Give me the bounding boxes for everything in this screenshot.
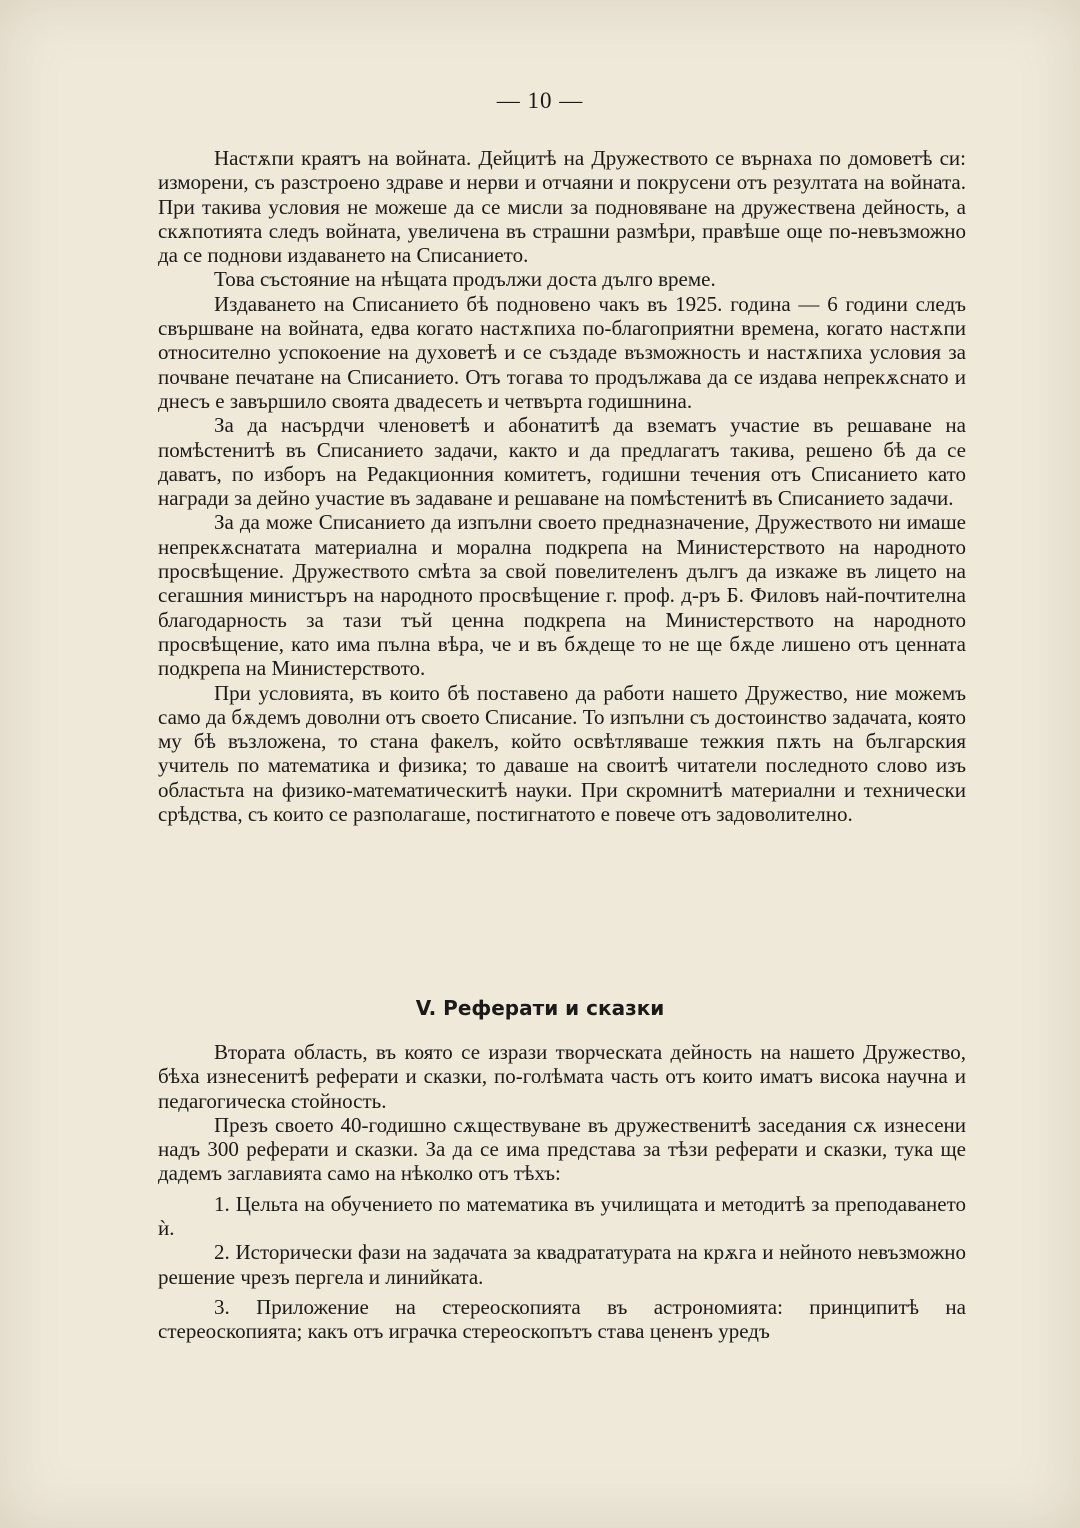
section-heading: V. Реферати и сказки (415, 996, 665, 1020)
list-item: 2. Исторически фази на задачата за квадрататурата на крѫга и нейното невъзможно решение чрезъ пергела и линийката. (158, 1240, 966, 1289)
paragraph: Настѫпи краятъ на войната. Дейцитѣ на Дружеството се върнаха по домоветѣ си: изморени, съ разстроено здраве и нерви и отчаяни и покрусени отъ резултата на войната. При такива условия не можеше да се мисли за подновяване на дружествена дейность, а скѫпотията следъ войната, увеличена въ страшни размѣри, правѣше още по-невъзможно да се поднови издаването на Списанието. (158, 146, 966, 268)
paragraph: Презъ своето 40-годишно сѫществуване въ дружественитѣ заседания сѫ изнесени надъ 300 реферати и сказки. За да се има представа за тѣзи реферати и сказки, тука ще дадемъ заглавията само на нѣколко отъ тѣхъ: (158, 1112, 966, 1186)
paragraph: Издаването на Списанието бѣ подновено чакъ въ 1925. година — 6 години следъ свършване на войната, едва когато настѫпиха по-благоприятни времена, когато настѫпи относително успокоение на духоветѣ и се създаде възможность и настѫпиха условия за почване печатане на Списанието. Отъ тогава то продължава да се издава непрекѫснато и днесъ е завършило своята двадесеть и четвърта годишнина. (158, 291, 966, 413)
paragraph: Втората область, въ която се изрази творческата дейность на нашето Дружество, бѣха изнесенитѣ реферати и сказки, по-голѣмата часть отъ които иматъ висока научна и педагогическа стойность. (158, 1040, 966, 1113)
paragraph: За да насърдчи членоветѣ и абонатитѣ да взематъ участие въ решаване на помѣстенитѣ въ Списанието задачи, както и да предлагатъ такива, решено бѣ да се даватъ, по изборъ на Редакционния комитетъ, годишни течения отъ Списанието като награди за дейно участие въ задаване и решаване на помѣстенитѣ въ Списанието задачи. (158, 413, 966, 511)
list-item: 1. Цельта на обучението по математика въ училищата и методитѣ за преподаването ѝ. (158, 1191, 966, 1241)
body-text-section-2 (158, 1040, 966, 1344)
list-item: 3. Приложение на стереоскопията въ астрономията: принципитѣ на стереоскопията; какъ отъ играчка стереоскопътъ става цененъ уредъ (158, 1294, 966, 1344)
body-text-section-1 (158, 146, 966, 826)
paragraph: Това състояние на нѣщата продължи доста дълго време. (214, 267, 716, 292)
page-number: — 10 — (496, 88, 584, 113)
paragraph: При условията, въ които бѣ поставено да работи нашето Дружество, ние можемъ само да бѫдемъ доволни отъ своето Списание. То изпълни съ достоинство задачата, която му бѣ възложена, то стана факелъ, който освѣтляваше тежкия пѫть на българския учитель по математика и физика; то даваше на своитѣ читатели последното слово изъ областьта на физико-математическитѣ науки. При скромнитѣ материални и технически срѣдства, съ които се разполагаше, постигнатото е повече отъ задоволително. (158, 680, 966, 827)
paragraph: За да може Списанието да изпълни своето предназначение, Дружеството ни имаше непрекѫснатата материална и морална подкрепа на Министерството на народното просвѣщение. Дружеството смѣта за свой повелителенъ дългъ да изкаже въ лицето на сегашния министъръ на народното просвѣщение г. проф. д-ръ Б. Филовъ най-почтителна благодарность за тази тъй ценна подкрепа на Министерството на народното просвѣщение, като има пълна вѣра, че и въ бѫдеще то не ще бѫде лишено отъ ценната подкрепа на Министерството. (158, 510, 966, 681)
